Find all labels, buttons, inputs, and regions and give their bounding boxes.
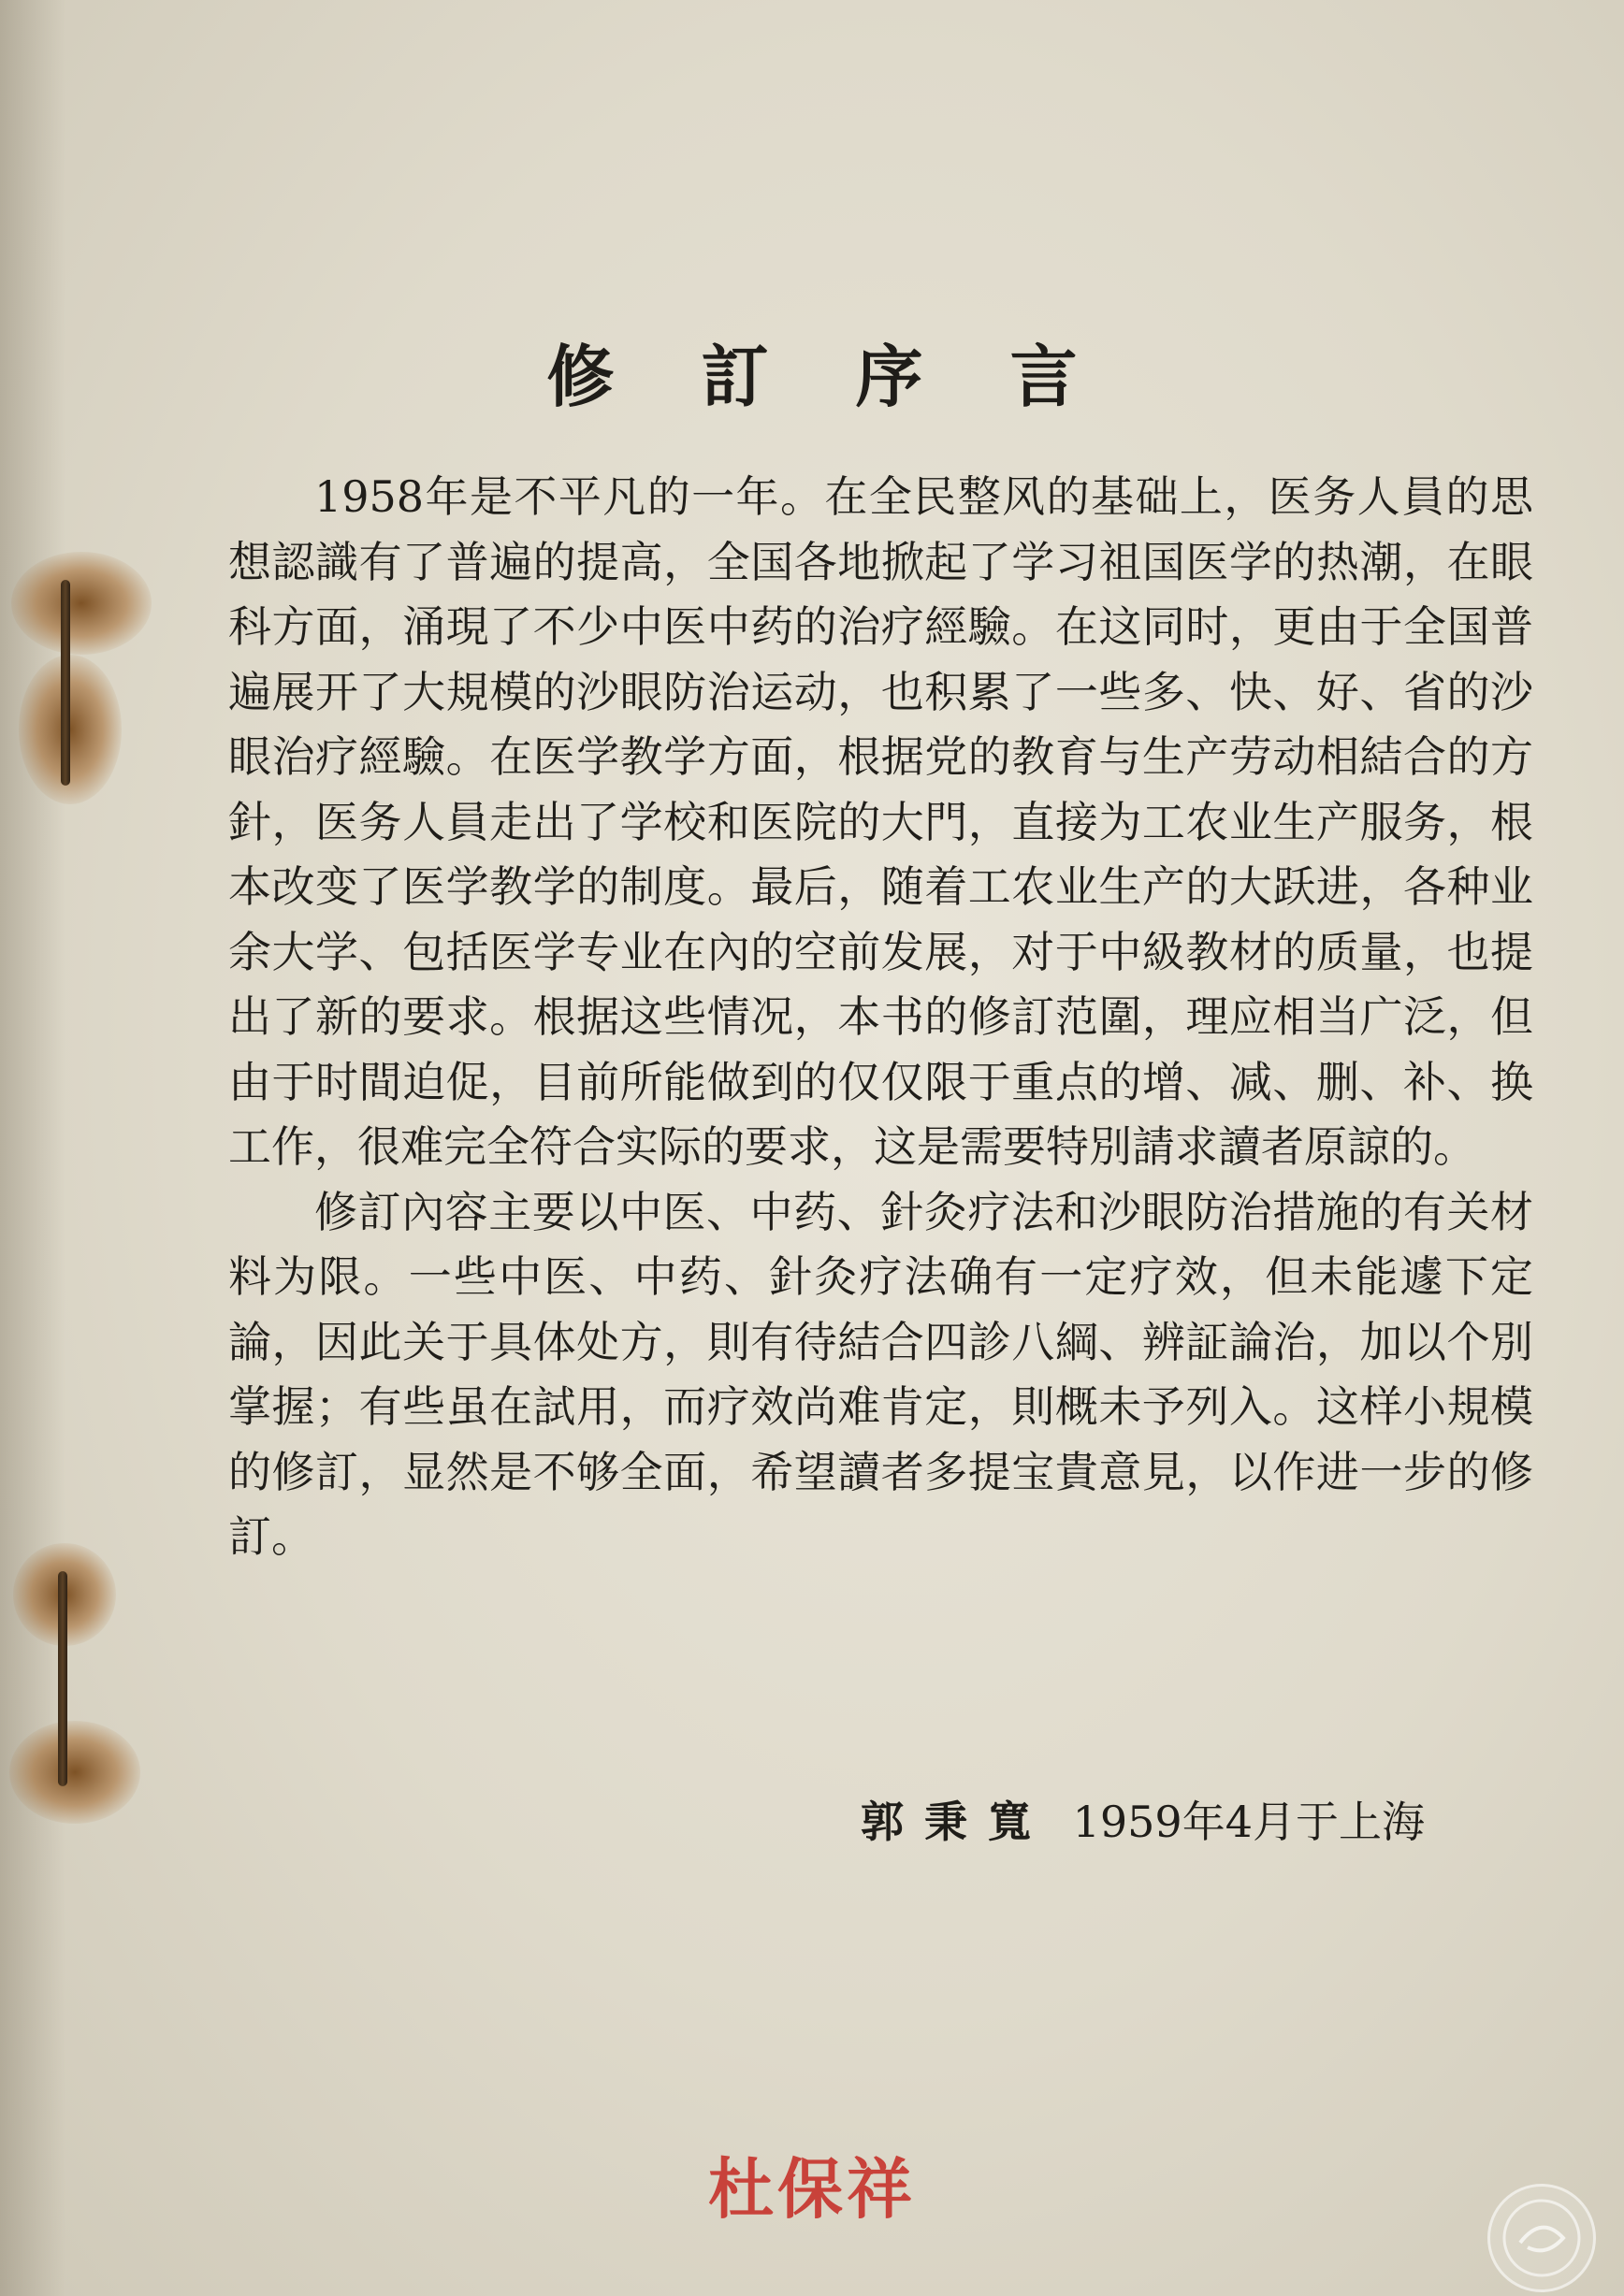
- binding-stain-upper-2: [19, 655, 122, 804]
- paragraph: 修訂內容主要以中医、中药、針灸疗法和沙眼防治措施的有关材料为限。一些中医、中药、針灸疗法确有一定疗效，但未能遽下定論，因此关于具体处方，則有待結合四診八綱、辨証論治，加以个別掌握；有些虽在試用，而疗效尚难肯定，則概未予列入。这样小規模的修訂，显然是不够全面，希望讀者多提宝貴意見，以作进一步的修訂。: [228, 1186, 1533, 1562]
- staple-lower: [58, 1571, 67, 1786]
- author-name: 郭秉寬: [861, 1797, 1051, 1847]
- page-title: 修 訂 序 言: [546, 337, 1109, 416]
- signature-line: [861, 1788, 1425, 1850]
- owner-seal: 杜保祥: [708, 2150, 916, 2228]
- binding-stain-lower-2: [9, 1721, 140, 1824]
- paragraph: 1958年是不平凡的一年。在全民整风的基础上，医务人員的思想認識有了普遍的提高，全国各地掀起了学习祖国医学的热潮，在眼科方面，涌現了不少中医中药的治疗經驗。在这同时，更由于全国普遍展开了大規模的沙眼防治运动，也积累了一些多、快、好、省的沙眼治疗經驗。在医学教学方面，根据党的教育与生产劳动相結合的方針，医务人員走出了学校和医院的大門，直接为工农业生产服务，根本改变了医学教学的制度。最后，随着工农业生产的大跃进，各种业余大学、包括医学专业在內的空前发展，对于中級教材的质量，也提出了新的要求。根据这些情况，本书的修訂范圍，理应相当广泛，但由于时間迫促，目前所能做到的仅仅限于重点的增、减、删、补、换工作，很难完全符合实际的要求，这是需要特別請求讀者原諒的。: [228, 471, 1533, 1172]
- binding-stain-upper: [11, 552, 152, 655]
- watermark-logo-icon: [1487, 2184, 1596, 2292]
- preface-body: [228, 465, 1533, 1570]
- date-place: 1959年4月于上海: [1072, 1797, 1425, 1847]
- staple-upper: [61, 580, 70, 786]
